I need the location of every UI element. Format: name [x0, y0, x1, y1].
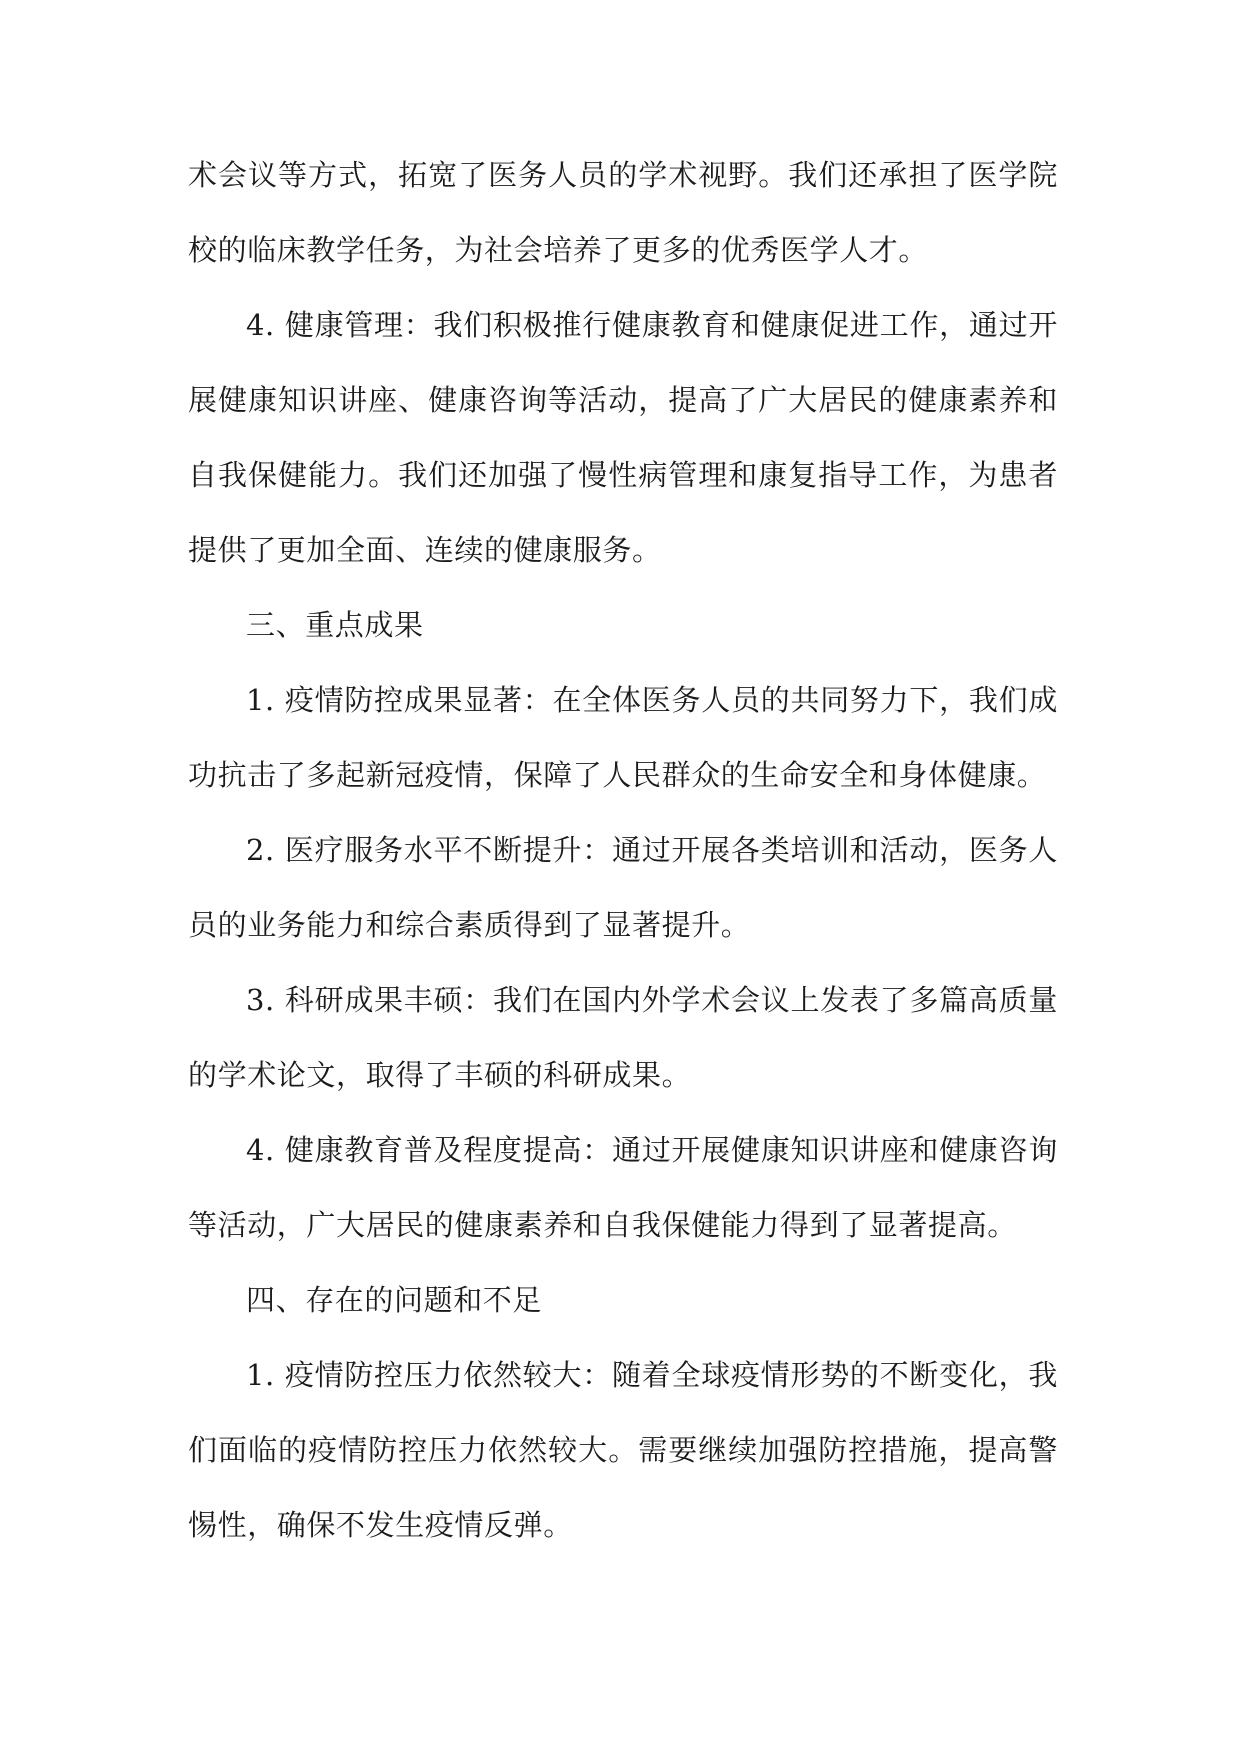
document-body — [188, 138, 1058, 1563]
section-heading-problems: 四、存在的问题和不足 — [246, 1283, 543, 1317]
paragraph-health-management: 4. 健康管理：我们积极推行健康教育和健康促进工作，通过开展健康知识讲座、健康咨询等活动，提高了广大居民的健康素养和自我保健能力。我们还加强了慢性病管理和康复指导工作，为患者提供了更加全面、连续的健康服务。 — [188, 308, 1058, 567]
paragraph-result-3: 3. 科研成果丰硕：我们在国内外学术会议上发表了多篇高质量的学术论文，取得了丰硕的科研成果。 — [188, 983, 1058, 1092]
paragraph-problem-1: 1. 疫情防控压力依然较大：随着全球疫情形势的不断变化，我们面临的疫情防控压力依然较大。需要继续加强防控措施，提高警惕性，确保不发生疫情反弹。 — [188, 1358, 1058, 1542]
section-heading-key-results: 三、重点成果 — [246, 608, 424, 642]
paragraph-result-2: 2. 医疗服务水平不断提升：通过开展各类培训和活动，医务人员的业务能力和综合素质得到了显著提升。 — [188, 833, 1058, 942]
paragraph-continuation: 术会议等方式，拓宽了医务人员的学术视野。我们还承担了医学院校的临床教学任务，为社会培养了更多的优秀医学人才。 — [188, 158, 1058, 267]
paragraph-result-4: 4. 健康教育普及程度提高：通过开展健康知识讲座和健康咨询等活动，广大居民的健康素养和自我保健能力得到了显著提高。 — [188, 1133, 1058, 1242]
paragraph-result-1: 1. 疫情防控成果显著：在全体医务人员的共同努力下，我们成功抗击了多起新冠疫情，保障了人民群众的生命安全和身体健康。 — [188, 683, 1058, 792]
